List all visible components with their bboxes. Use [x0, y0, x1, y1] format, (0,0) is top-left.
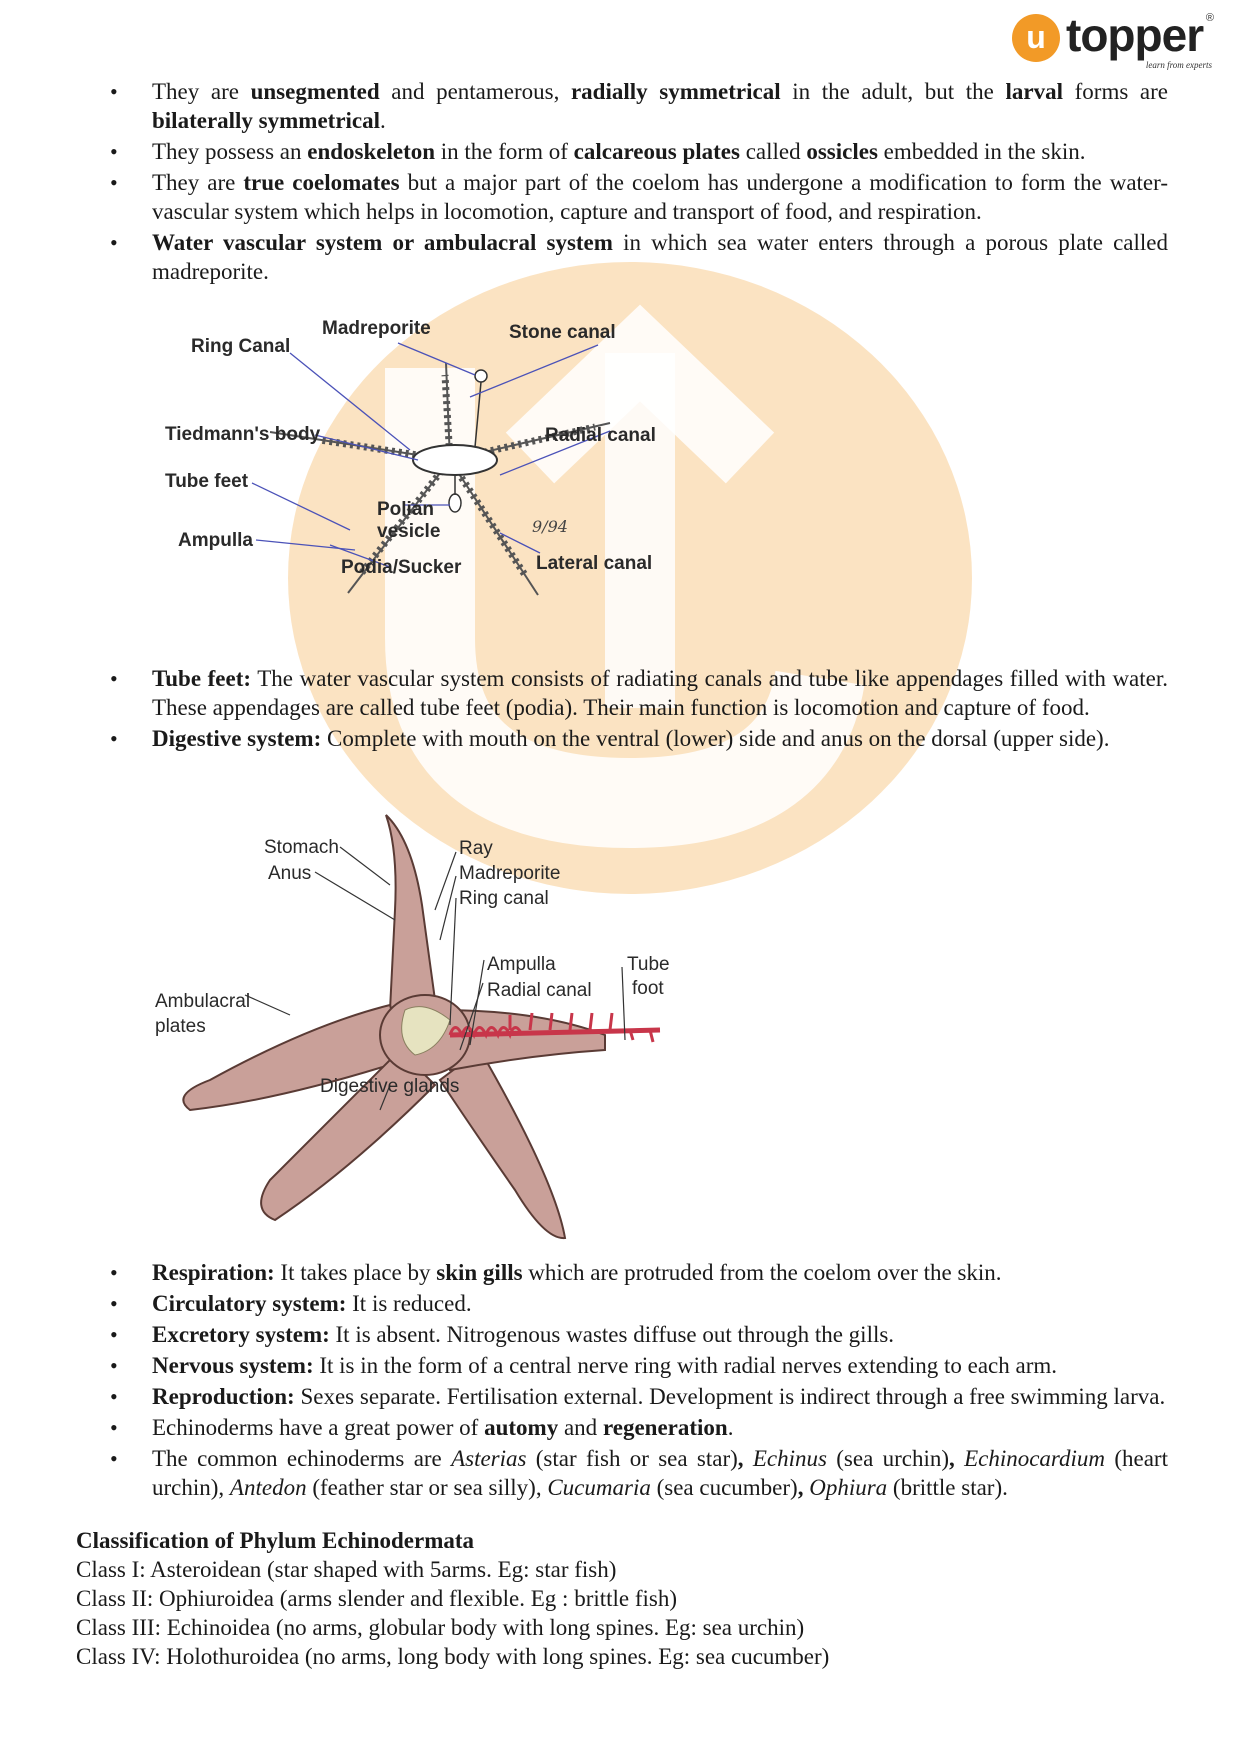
registered-mark: ®	[1205, 12, 1214, 24]
classification-section	[76, 1526, 1176, 1671]
class-item: Class III: Echinoidea (no arms, globular body with long spines. Eg: sea urchin)	[76, 1615, 805, 1640]
list-item: • Echinoderms have a great power of automy and regeneration.	[110, 1413, 1168, 1442]
starfish-anatomy-diagram	[150, 810, 770, 1250]
list-item: • Tube feet: The water vascular system consists of radiating canals and tube like appendages filled with water. These appendages are called tube feet (podia). Their main function is locomotion and capture of food.	[110, 664, 1168, 722]
features-list-3	[110, 1258, 1168, 1504]
list-item: • The common echinoderms are Asterias (star fish or sea star), Echinus (sea urchin), Echinocardium (heart urchin), Antedon (feather star or sea silly), Cucumaria (sea cucumber), Ophiura (brittle star).	[110, 1444, 1168, 1502]
class-item: Class II: Ophiuroidea (arms slender and flexible. Eg : brittle fish)	[76, 1586, 678, 1611]
label-vesicle: vesicle	[377, 521, 441, 542]
label-foot: foot	[632, 978, 664, 999]
logo-u-icon: u	[1012, 14, 1060, 62]
label-anus: Anus	[268, 863, 312, 884]
classification-heading: Classification of Phylum Echinodermata	[76, 1528, 475, 1553]
label-madreporite-2: Madreporite	[459, 863, 561, 884]
ring-canal-shape	[413, 445, 497, 475]
list-item: • Digestive system: Complete with mouth on the ventral (lower) side and anus on the dorsal (upper side).	[110, 724, 1168, 753]
label-madreporite: Madreporite	[322, 318, 431, 339]
label-ray: Ray	[459, 838, 493, 859]
features-list-1	[110, 77, 1168, 288]
label-ring-canal: Ring Canal	[191, 336, 291, 357]
label-digestive-glands: Digestive glands	[320, 1076, 460, 1097]
label-lateral-canal: Lateral canal	[536, 553, 653, 574]
topper-logo[interactable]	[1012, 9, 1214, 72]
list-item: • They possess an endoskeleton in the form of calcareous plates called ossicles embedded in the skin.	[110, 137, 1168, 166]
features-list-2	[110, 664, 1168, 755]
list-item: • Reproduction: Sexes separate. Fertilisation external. Development is indirect through a free swimming larva.	[110, 1382, 1168, 1411]
label-stone-canal: Stone canal	[509, 322, 616, 343]
list-item: • They are unsegmented and pentamerous, radially symmetrical in the adult, but the larval forms are bilaterally symmetrical.	[110, 77, 1168, 135]
class-item: Class I: Asteroidean (star shaped with 5arms. Eg: star fish)	[76, 1557, 617, 1582]
label-podia-sucker: Podia/Sucker	[341, 557, 462, 578]
label-ambulacral: Ambulacral	[155, 991, 251, 1012]
class-item: Class IV: Holothuroidea (no arms, long body with long spines. Eg: sea cucumber)	[76, 1644, 830, 1669]
label-ring-canal-2: Ring canal	[459, 888, 549, 909]
logo-tagline: learn from experts	[1145, 60, 1212, 70]
polian-vesicle-shape	[449, 494, 461, 512]
list-item: • Respiration: It takes place by skin gills which are protruded from the coelom over the skin.	[110, 1258, 1168, 1287]
list-item: • Excretory system: It is absent. Nitrogenous wastes diffuse out through the gills.	[110, 1320, 1168, 1349]
list-item: • Water vascular system or ambulacral system in which sea water enters through a porous plate called madreporite.	[110, 228, 1168, 286]
water-vascular-diagram	[165, 318, 770, 655]
logo-wordmark: topper	[1066, 9, 1204, 61]
madreporite-shape	[475, 370, 487, 382]
label-radial-canal: Radial canal	[545, 425, 656, 446]
list-item: • Circulatory system: It is reduced.	[110, 1289, 1168, 1318]
label-ampulla-2: Ampulla	[487, 954, 556, 975]
label-tube: Tube	[627, 954, 670, 975]
label-tiedmann: Tiedmann's body	[165, 424, 321, 445]
label-plates: plates	[155, 1016, 206, 1037]
list-item: • Nervous system: It is in the form of a central nerve ring with radial nerves extending to each arm.	[110, 1351, 1168, 1380]
label-polian: Polian	[377, 499, 435, 520]
label-stomach: Stomach	[264, 837, 339, 858]
label-radial-canal-2: Radial canal	[487, 980, 592, 1001]
artist-signature: 9/94	[532, 517, 568, 536]
label-tube-feet: Tube feet	[165, 471, 249, 492]
list-item: • They are true coelomates but a major part of the coelom has undergone a modification to form the water-vascular system which helps in locomotion, capture and transport of food, and respiration.	[110, 168, 1168, 226]
label-ampulla: Ampulla	[178, 530, 253, 551]
